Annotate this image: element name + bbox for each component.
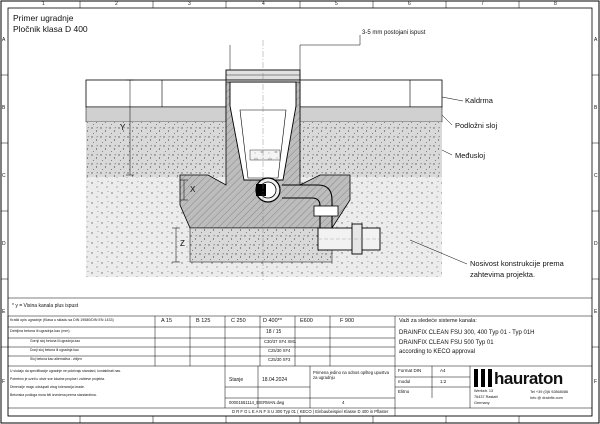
address-line: Werkstr. 13: [474, 389, 494, 393]
tb-small-row: Gornji sloj betona ili ugradnja kao: [30, 339, 81, 343]
page-value: 4: [342, 400, 345, 405]
address-line: Germany: [474, 401, 490, 405]
dim-y-label: Y: [120, 123, 126, 132]
page-label: Elitno: [398, 389, 410, 394]
concrete-code: C25/30 XF4: [268, 348, 291, 353]
tb-row1-label: Kratki opis ugradnje (Klasa u skladu sa DIN 19580/DIN EN 1433): [10, 318, 114, 322]
stamp-date: 18.04.2024: [262, 377, 288, 383]
class-f900: F 900: [340, 318, 355, 324]
grid-letter: C: [594, 173, 598, 179]
stamp-label: Stanje: [229, 377, 244, 383]
file-ref: 00001561114_EIERMAN.dwg: [229, 400, 285, 405]
product-line: DRAINFIX CLEAN FSU 500 Typ 01: [399, 340, 494, 346]
dim-x-label: X: [190, 185, 196, 194]
class-b125: B 125: [196, 318, 211, 324]
approval-text: Primena jedino na odnos opšteg upustva za ugradnju: [313, 370, 389, 381]
product-line: DRAINFIX CLEAN FSU 300, 400 Typ 01 - Typ 01H: [399, 330, 535, 336]
grid-letter: C: [2, 173, 6, 179]
sheet-title: Primer ugradnje: [13, 13, 74, 23]
grid-letter: E: [594, 309, 598, 315]
grid-letter: D: [2, 241, 6, 247]
modul-value: 1:2: [440, 379, 447, 384]
class-c250: C 250: [231, 318, 246, 324]
grid-letter: B: [2, 105, 6, 111]
grid-number: 4: [262, 1, 265, 7]
tb-small-row: Donji sloj betona ili ugradnja kao: [30, 348, 79, 352]
contact-line: Tel +39 (0)6 92868086: [530, 390, 569, 394]
grid-number: 7: [481, 1, 484, 7]
bottom-reference: D R F G L E A N F S U 300 Typ 01 ( KECO ) Einbaubeispiel Klasse D 400 in Pflaster: [232, 409, 389, 414]
gap-note: 3-5 mm postojani ispust: [362, 30, 426, 36]
grid-number: 5: [335, 1, 338, 7]
grid-number: 3: [188, 1, 191, 7]
contact-line: Info @ drainfix.com: [530, 396, 563, 400]
note-line: Betonska podloga mora biti izvedena prema standardima.: [10, 393, 97, 397]
tb-small-row: Sloj betona kao alternativa - zbijen: [30, 357, 82, 361]
row2-value: 18 / 15: [266, 329, 282, 335]
format-label: Format DIN: [398, 368, 422, 373]
product-line: according to KECO approval: [399, 349, 476, 355]
label-nosivost-line2: zahtevima projekta.: [470, 270, 536, 279]
class-a15: A 15: [161, 318, 173, 324]
footnote: * y = Visina kanala plus ispust: [12, 303, 79, 309]
grid-number: 6: [408, 1, 411, 7]
grid-letter: F: [594, 379, 598, 385]
product-header: Važi za sledeće sisteme kanala:: [399, 318, 477, 324]
concrete-code: C30/37 XF4 XM1: [264, 339, 297, 344]
modul-label: modul: [398, 379, 411, 384]
grid-letter: A: [594, 37, 598, 43]
label-kaldrma: Kaldrma: [465, 96, 493, 105]
brand-name: hauraton: [494, 369, 563, 388]
tb-row2-label: Debljina betona ili ugradnja kao (mm): [10, 329, 70, 333]
label-nosivost-line1: Nosivost konstrukcije prema: [470, 259, 564, 268]
grid-number: 8: [554, 1, 557, 7]
label-medusloj: Međusloj: [455, 151, 486, 160]
grid-letter: D: [594, 241, 598, 247]
grid-letter: F: [2, 379, 6, 385]
note-line: Potrebno je uzeti u obzir sve lokalne propise i zahteve projekta.: [10, 377, 105, 381]
hauraton-logo-icon: [474, 369, 492, 387]
dim-z-label: Z: [180, 239, 185, 248]
format-value: A4: [440, 368, 446, 373]
label-podlozni-sloj: Podložni sloj: [455, 121, 498, 130]
grid-letter: A: [2, 37, 6, 43]
grid-number: 1: [42, 1, 45, 7]
address-line: 76437 Rastatt: [474, 395, 498, 399]
class-d400: D 400**: [263, 318, 282, 324]
concrete-code: C25/30 XF3: [268, 357, 291, 362]
note-line: U slučaju da specifikacije ugradnje ne pokrivaju standard, kontaktirati nas.: [10, 369, 122, 373]
grid-number: 2: [115, 1, 118, 7]
note-line: Dimenzije mogu odstupati zbog tolerancija izrade.: [10, 385, 85, 389]
class-e600: E600: [300, 318, 313, 324]
grid-letter: E: [2, 309, 6, 315]
grid-letter: B: [594, 105, 598, 111]
sheet-subtitle: Pločnik klasa D 400: [13, 24, 88, 34]
